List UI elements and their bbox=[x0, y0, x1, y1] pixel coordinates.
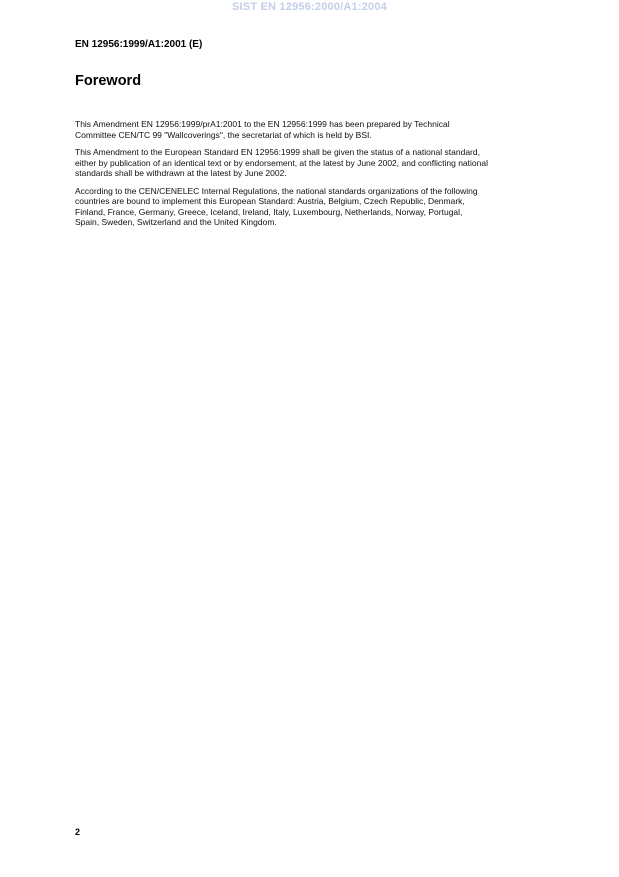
page-number: 2 bbox=[75, 827, 81, 837]
paragraph-line: Finland, France, Germany, Greece, Iceland, Ireland, Italy, Luxembourg, Netherlands, Norway, Portugal, bbox=[75, 206, 463, 217]
watermark: SIST EN 12956:2000/A1:2004 bbox=[231, 1, 388, 13]
paragraph-line: This Amendment EN 12956:1999/prA1:2001 to the EN 12956:1999 has been prepared by Technical bbox=[75, 119, 450, 129]
paragraph-line: standards shall be withdrawn at the latest by June 2002. bbox=[75, 168, 287, 178]
document-id: EN 12956:1999/A1:2001 (E) bbox=[75, 39, 203, 50]
paragraph-line: either by publication of an identical text or by endorsement, at the latest by June 2002, and conflicting national bbox=[75, 157, 488, 168]
paragraph-line: Committee CEN/TC 99 "Wallcoverings", the secretariat of which is held by BSI. bbox=[75, 129, 372, 140]
paragraph-line: According to the CEN/CENELEC Internal Regulations, the national standards organizations of the following bbox=[75, 185, 478, 196]
paragraph-prepared-by bbox=[75, 119, 595, 140]
paragraph-line: This Amendment to the European Standard EN 12956:1999 shall be given the status of a national standard, bbox=[75, 147, 480, 157]
paragraph-national-status bbox=[75, 147, 595, 179]
section-title: Foreword bbox=[75, 73, 142, 89]
paragraph-line: Spain, Sweden, Switzerland and the United Kingdom. bbox=[75, 217, 277, 227]
foreword-body bbox=[75, 119, 595, 235]
paragraph-implementing-countries bbox=[75, 186, 595, 228]
paragraph-line: countries are bound to implement this European Standard: Austria, Belgium, Czech Republic, Denmark, bbox=[75, 196, 465, 206]
